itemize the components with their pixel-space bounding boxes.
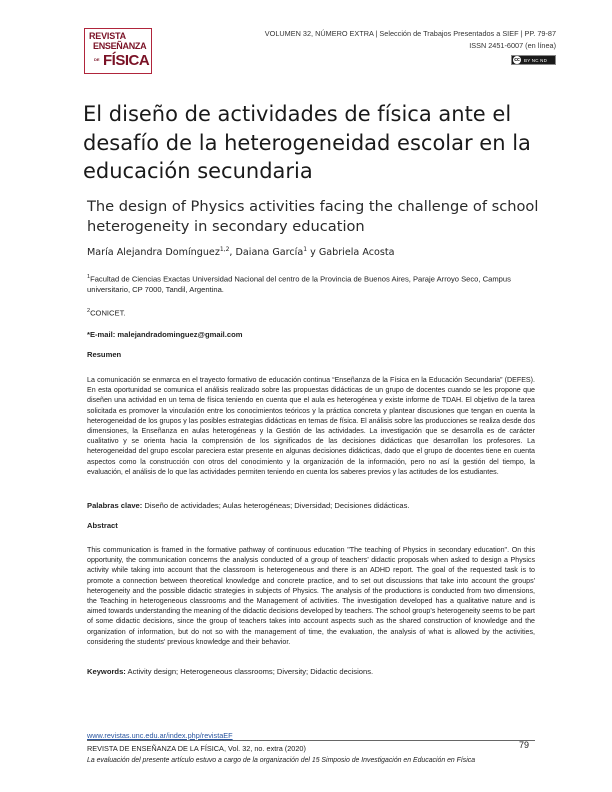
palabras-clave bbox=[87, 501, 535, 512]
affiliation-sup: 1 bbox=[87, 274, 91, 280]
keywords-text: Activity design; Heterogeneous classrooms; Diversity; Didactic decisions. bbox=[125, 667, 374, 676]
logo-fisica: FÍSICA bbox=[103, 52, 150, 69]
author-name: , Daiana García bbox=[229, 247, 304, 259]
journal-website-link[interactable]: www.revistas.unc.edu.ar/index.php/revistaEF bbox=[87, 731, 233, 740]
logo-revista: REVISTA bbox=[89, 31, 126, 41]
palabras-clave-text: Diseño de actividades; Aulas heterogéneas; Diversidad; Decisiones didácticas. bbox=[142, 501, 410, 510]
header-info bbox=[265, 28, 556, 52]
logo-ensenanza: ENSEÑANZA bbox=[93, 41, 147, 51]
author-sup: 1,2 bbox=[219, 246, 230, 253]
conicet-sup: 2 bbox=[87, 308, 91, 314]
affiliation-text: Facultad de Ciencias Exactas Universidad Nacional del centro de la Provincia de Buenos Aires, Paraje Arroyo Seco, Campus universitario, CP 7000, Tandil, Argentina. bbox=[87, 274, 511, 295]
footer-journal-name: REVISTA DE ENSEÑANZA DE LA FÍSICA bbox=[87, 744, 224, 753]
volume-line: VOLUMEN 32, NÚMERO EXTRA | Selección de Trabajos Presentados a SIEF | PP. 79-87 bbox=[264, 29, 556, 38]
author-name: y Gabriela Acosta bbox=[307, 247, 395, 259]
footer-divider bbox=[87, 740, 535, 741]
keywords-label: Keywords: bbox=[87, 667, 126, 676]
journal-logo bbox=[84, 28, 152, 74]
issn-line: ISSN 2451-6007 (en línea) bbox=[469, 41, 556, 50]
page-number: 79 bbox=[518, 740, 529, 750]
footer-journal bbox=[87, 744, 306, 753]
keywords bbox=[87, 667, 535, 678]
footer-journal-vol: , Vol. 32, no. extra (2020) bbox=[223, 744, 306, 753]
logo-de: DE bbox=[94, 57, 100, 62]
affiliation-conicet bbox=[87, 306, 535, 319]
contact-email[interactable]: *E-mail: malejandradominguez@gmail.com bbox=[87, 330, 243, 339]
license-text: BY NC ND bbox=[524, 57, 548, 63]
abstract-body: This communication is framed in the formative pathway of continuous education "The teaching of Physics in secondary education". On this opportunity, the communication concerns the analysis conducted of a group of teachers' didactic proposals when asked to design a Physics activity while taking into account that the classroom is heterogeneous and there is an ADHD report. The goal of the requested task is to promote a connection between theoretical knowledge and concrete practice, and to set out discussions that take into account the groups' heterogeneity and the possible didactic strategies in subjects of Physics. The analysis of the productions is conducted from two dimensions, the Teaching in heterogeneous classrooms and the Management of activities. The investigation developed has a qualitative nature and is aimed towards understanding the meaning of the didactic decisions developed by teachers. The school group's heterogeneity seems to be part of some didactic decisions, since the group of teachers takes into account aspects such as the shared construction of knowledge and the organization of information, but do not so with the management of time, the evaluation, the analysis of what is allowed by the activities, considering the students' previous knowledge and their behavior. bbox=[87, 546, 536, 646]
author-sup: 1 bbox=[303, 246, 308, 253]
cc-license-badge[interactable] bbox=[511, 55, 556, 65]
creative-commons-icon: cc bbox=[514, 57, 520, 63]
conicet-text: CONICET. bbox=[90, 308, 126, 318]
title-english: The design of Physics activities facing the challenge of school heterogeneity in secondary education bbox=[87, 198, 539, 235]
palabras-clave-label: Palabras clave: bbox=[87, 501, 143, 510]
abstract-heading: Abstract bbox=[87, 521, 118, 530]
footer-note: La evaluación del presente artículo estuvo a cargo de la organización del 15 Simposio de Investigación en Educación en Física bbox=[87, 757, 476, 764]
resumen-body: La comunicación se enmarca en el trayecto formativo de educación continua “Enseñanza de la Física en la Educación Secundaria” (DEFES). En esta oportunidad se comunica el análisis realizado sobre las propuestas didácticas de un grupo de docentes cuando se les propone que diseñen una actividad en un tema de física teniendo en cuenta que el aula es heterogénea y existe informe de TDAH. El objetivo de la tarea solicitada es promover la vinculación entre los conocimientos teóricos y la práctica concreta y plantear discusiones que tengan en cuenta la heterogeneidad de los grupos y las posibles estrategias didácticas en temas de física. El análisis sobre las producciones se realiza desde dos dimensiones, la Enseñanza en aulas heterogéneas y la Gestión de las actividades. La investigación que se desarrolla es de carácter cualitativo y se orienta hacia la comprensión de los significados de las decisiones didácticas que desarrollan los profesores. La heterogeneidad del grupo escolar pareciera estar presente en algunas decisiones didácticas, dado que el grupo de docentes tiene en cuenta aspectos como la construcción con otros del conocimiento y la organización de la información, pero no así la gestión del tiempo, la evaluación, el análisis de lo que las actividades permiten teniendo en cuenta los saberes previos y las actitudes de los estudiantes. bbox=[87, 376, 535, 476]
author-list bbox=[87, 246, 395, 258]
resumen-heading: Resumen bbox=[87, 350, 122, 359]
affiliation bbox=[87, 272, 535, 296]
author-name: María Alejandra Domínguez bbox=[87, 247, 220, 259]
title-spanish: El diseño de actividades de física ante el desafío de la heterogeneidad escolar en la educación secundaria bbox=[83, 102, 531, 183]
